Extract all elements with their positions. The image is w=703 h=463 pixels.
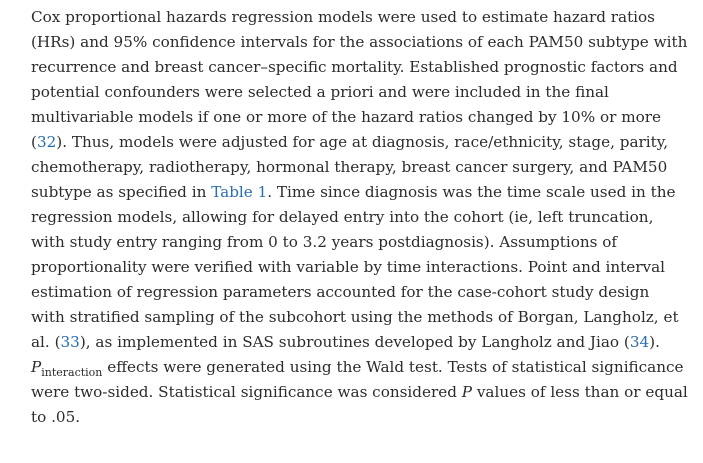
paragraph-line: to .05. — [31, 408, 81, 426]
paragraph-line: with study entry ranging from 0 to 3.2 years postdiagnosis). Assumptions of — [31, 233, 618, 251]
line-text: were two-sided. Statistical significance was considered — [31, 383, 462, 401]
paragraph-line: potential confounders were selected a priori and were included in the final — [31, 83, 609, 101]
paragraph-line: regression models, allowing for delayed entry into the cohort (ie, left truncation, — [31, 208, 654, 226]
p-symbol: P — [461, 383, 473, 401]
paren-open: ( — [31, 133, 37, 151]
p-symbol: P — [31, 358, 42, 376]
paragraph-line: multivariable models if one or more of the hazard ratios changed by 10% or more — [31, 108, 661, 126]
paragraph-line: recurrence and breast cancer–specific mortality. Established prognostic factors and — [31, 58, 678, 76]
paragraph-line — [31, 380, 688, 405]
line-text: ). — [649, 333, 660, 351]
paragraph-line: Cox proportional hazards regression models were used to estimate hazard ratios — [31, 8, 655, 26]
paragraph-line — [31, 130, 671, 155]
reference-link-32[interactable]: 32 — [36, 133, 57, 151]
line-text: values of less than or equal — [472, 383, 688, 401]
table-1-link[interactable]: Table 1 — [211, 183, 268, 201]
p-subscript-interaction: interaction — [41, 366, 103, 379]
line-text: . Time since diagnosis was the time scale used in the — [267, 183, 676, 201]
paragraph-line: chemotherapy, radiotherapy, hormonal therapy, breast cancer surgery, and PAM50 — [31, 158, 668, 176]
methods-paragraph — [31, 5, 688, 430]
paragraph-line: estimation of regression parameters accounted for the case-cohort study design — [31, 283, 650, 301]
line-text: subtype as specified in — [31, 183, 212, 201]
paragraph-line: proportionality were verified with variable by time interactions. Point and interval — [31, 258, 665, 276]
paragraph-line — [31, 180, 676, 205]
line-text: ). Thus, models were adjusted for age at diagnosis, race/ethnicity, stage, parity, — [56, 133, 669, 151]
line-text: ), as implemented in SAS subroutines developed by Langholz and Jiao ( — [79, 333, 630, 351]
line-text: al. ( — [31, 333, 61, 351]
paragraph-line: with stratified sampling of the subcohort using the methods of Borgan, Langholz, et — [31, 308, 679, 326]
reference-link-34[interactable]: 34 — [629, 333, 650, 351]
line-text: effects were generated using the Wald test. Tests of statistical significance — [102, 358, 684, 376]
paragraph-line: (HRs) and 95% confidence intervals for the associations of each PAM50 subtype with — [31, 33, 688, 51]
paragraph-line — [31, 355, 684, 380]
reference-link-33[interactable]: 33 — [60, 333, 80, 351]
paragraph-line — [31, 330, 671, 355]
